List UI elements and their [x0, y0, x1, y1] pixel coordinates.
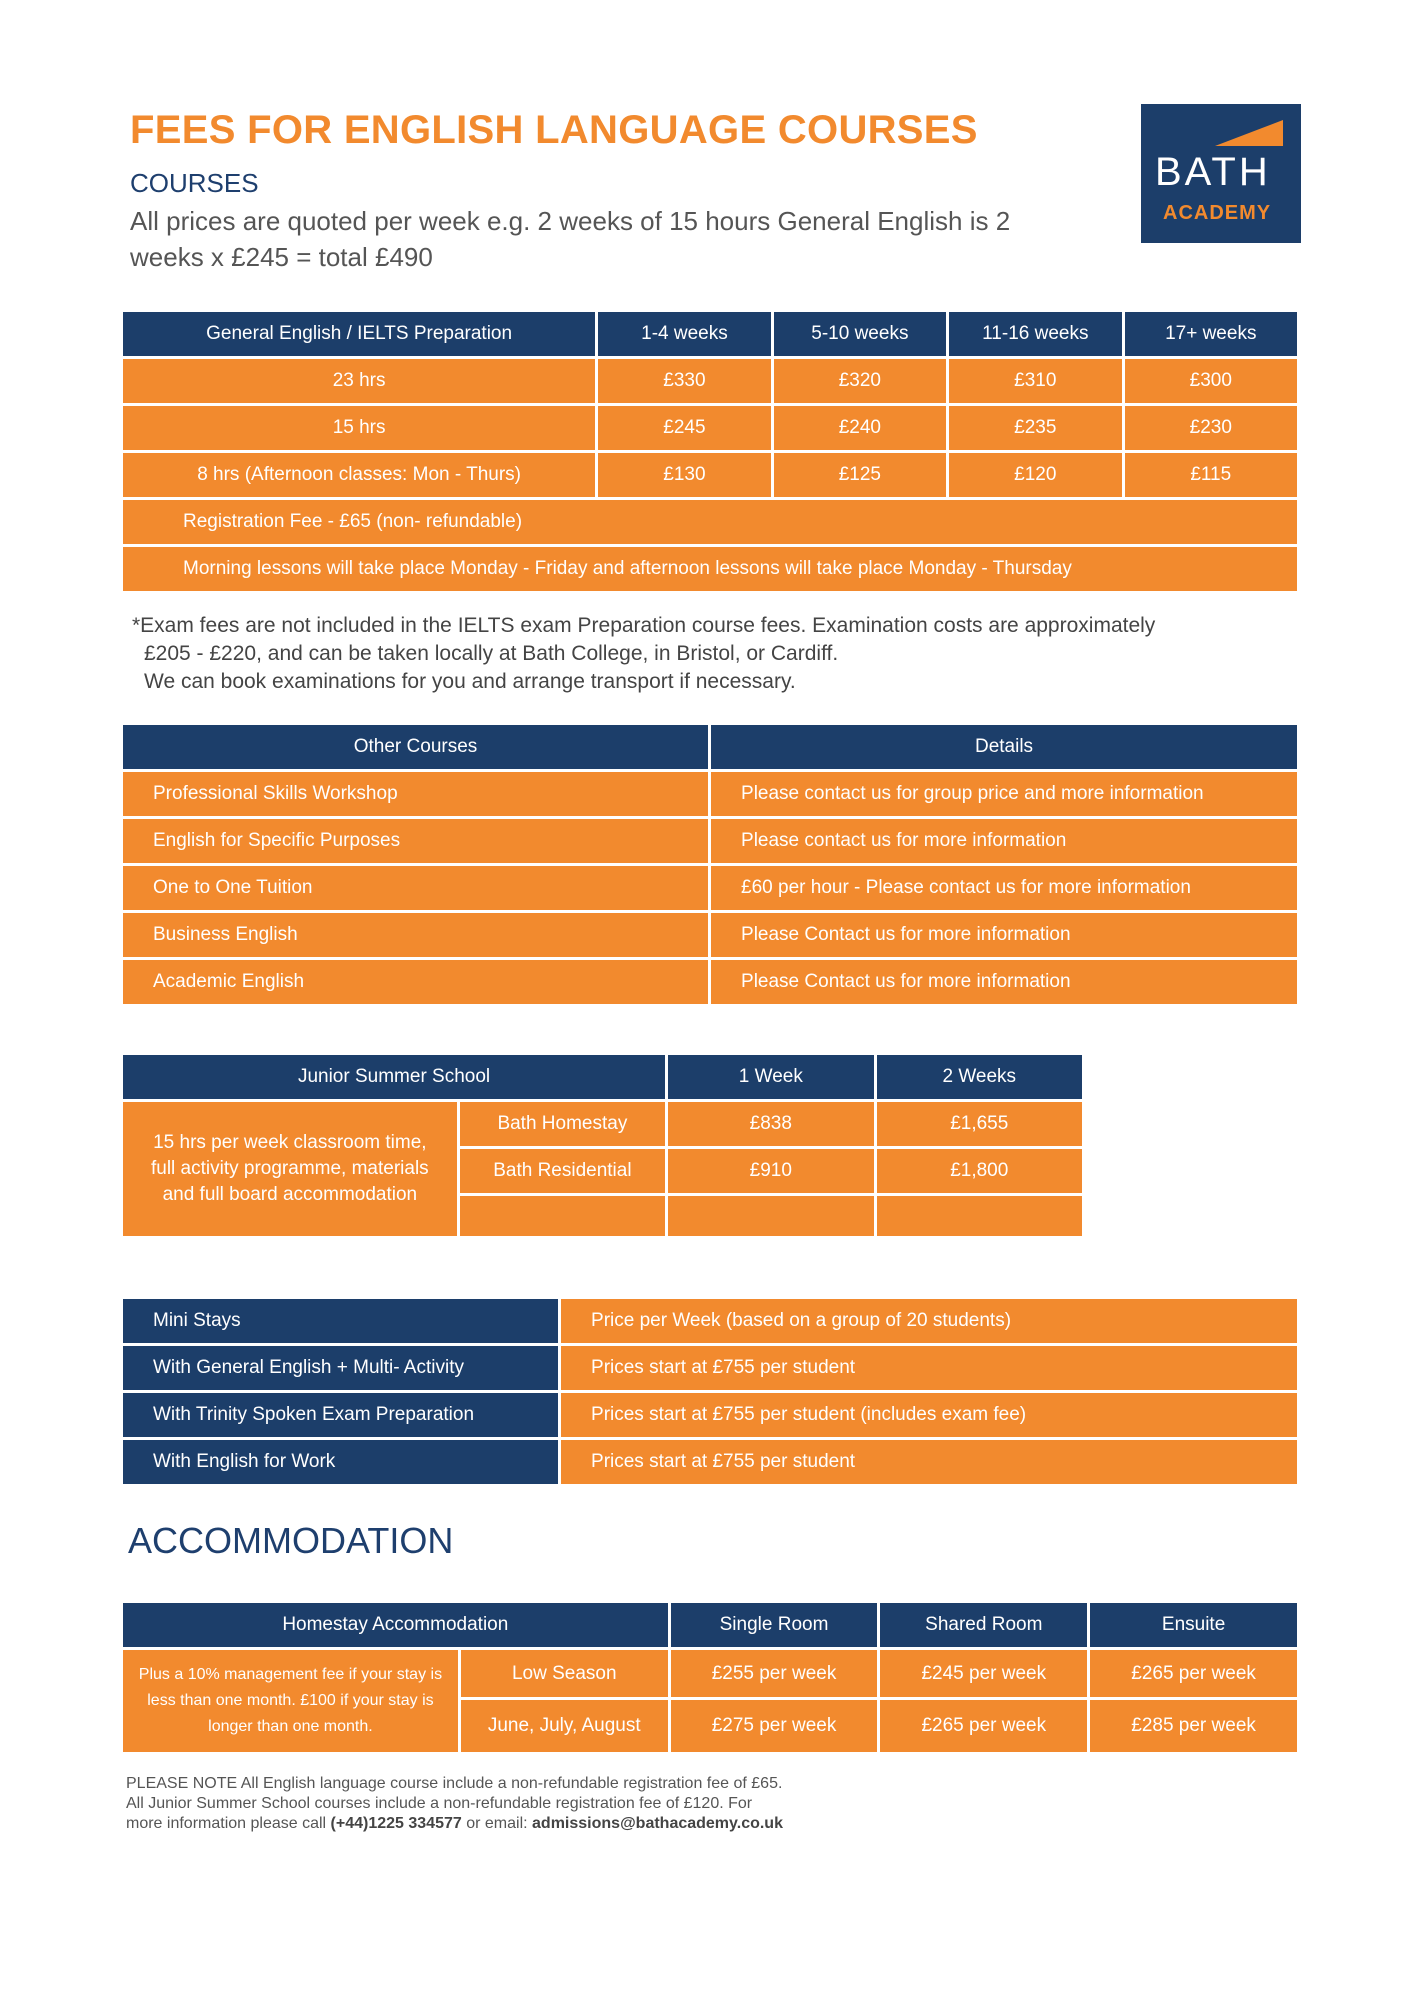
price-cell: £115 [1125, 453, 1297, 497]
table-row [123, 960, 1297, 1004]
table-row [123, 866, 1297, 910]
price-cell: £310 [949, 359, 1121, 403]
general-header-1-4-weeks: 1-4 weeks [598, 312, 770, 356]
footer-line: All Junior Summer School courses include a non-refundable registration fee of £120. For [126, 1795, 753, 1812]
intro-text: All prices are quoted per week e.g. 2 weeks of 15 hours General English is 2 weeks x £245 = total £490 [130, 206, 1011, 272]
accom-season: June, July, August [461, 1700, 668, 1752]
exam-note-line: We can book examinations for you and arrange transport if necessary. [144, 670, 796, 693]
general-header-17-weeks: 17+ weeks [1125, 312, 1297, 356]
logo-text-academy: ACADEMY [1163, 202, 1272, 224]
general-row-label: 15 hrs [123, 406, 595, 450]
mini-row-label: With Trinity Spoken Exam Preparation [123, 1393, 558, 1437]
schedule-text: Morning lessons will take place Monday - Friday and afternoon lessons will take place Monday - Thursday [123, 547, 1297, 591]
table-row [123, 406, 1297, 450]
price-cell: £265 per week [880, 1700, 1087, 1752]
junior-description: 15 hrs per week classroom time, full activity programme, materials and full board accommodation [123, 1102, 457, 1236]
accommodation-table [120, 1600, 1300, 1755]
table-row [123, 547, 1297, 591]
accom-description: Plus a 10% management fee if your stay is less than one month. £100 if your stay is longer than one month. [123, 1650, 458, 1752]
price-cell: £130 [598, 453, 770, 497]
bath-academy-logo [1141, 104, 1301, 243]
junior-header-2-weeks: 2 Weeks [877, 1055, 1082, 1099]
price-cell: £125 [774, 453, 946, 497]
price-cell: £320 [774, 359, 946, 403]
course-detail: Please Contact us for more information [711, 913, 1297, 957]
accommodation-title: ACCOMMODATION [128, 1520, 454, 1561]
table-row [123, 359, 1297, 403]
junior-header-1-week: 1 Week [668, 1055, 873, 1099]
table-row [123, 1299, 1297, 1343]
junior-option: Bath Residential [460, 1149, 665, 1193]
price-cell: £910 [668, 1149, 873, 1193]
table-row [123, 1346, 1297, 1390]
course-name: Business English [123, 913, 708, 957]
table-row [123, 1440, 1297, 1484]
table-row [123, 1650, 1297, 1697]
empty-cell [877, 1196, 1082, 1236]
mini-row-value: Prices start at £755 per student (includes exam fee) [561, 1393, 1297, 1437]
junior-header-title: Junior Summer School [123, 1055, 665, 1099]
accom-header-shared: Shared Room [880, 1603, 1087, 1647]
accom-header-ensuite: Ensuite [1090, 1603, 1297, 1647]
price-cell: £230 [1125, 406, 1297, 450]
course-detail: £60 per hour - Please contact us for more information [711, 866, 1297, 910]
section-subtitle-courses: COURSES [130, 168, 259, 198]
mini-row-value: Prices start at £755 per student [561, 1440, 1297, 1484]
logo-text-bath: BATH [1155, 150, 1271, 194]
price-cell: £275 per week [671, 1700, 878, 1752]
price-cell: £330 [598, 359, 770, 403]
empty-cell [460, 1196, 665, 1236]
course-name: One to One Tuition [123, 866, 708, 910]
empty-cell [668, 1196, 873, 1236]
table-row [123, 500, 1297, 544]
mini-header-label: Mini Stays [123, 1299, 558, 1343]
junior-option: Bath Homestay [460, 1102, 665, 1146]
general-header-5-10-weeks: 5-10 weeks [774, 312, 946, 356]
course-name: Professional Skills Workshop [123, 772, 708, 816]
course-detail: Please Contact us for more information [711, 960, 1297, 1004]
registration-fee-text: Registration Fee - £65 (non- refundable) [123, 500, 1297, 544]
junior-summer-school-table [120, 1052, 1085, 1239]
footer-text: more information please call [126, 1815, 331, 1832]
course-name: English for Specific Purposes [123, 819, 708, 863]
price-cell: £255 per week [671, 1650, 878, 1697]
footer-text: or email: [461, 1815, 533, 1832]
table-row [123, 453, 1297, 497]
exam-note-line: *Exam fees are not included in the IELTS exam Preparation course fees. Examination costs are approximately [132, 614, 1156, 637]
other-header-courses: Other Courses [123, 725, 708, 769]
accom-header-single: Single Room [671, 1603, 878, 1647]
other-courses-table [120, 722, 1300, 1007]
price-cell: £1,655 [877, 1102, 1082, 1146]
general-header-course: General English / IELTS Preparation [123, 312, 595, 356]
page-title: FEES FOR ENGLISH LANGUAGE COURSES [130, 108, 978, 152]
mini-stays-table [120, 1296, 1300, 1487]
footer-line [126, 1814, 946, 1834]
footer-note [126, 1774, 946, 1834]
price-cell: £838 [668, 1102, 873, 1146]
price-cell: £1,800 [877, 1149, 1082, 1193]
price-cell: £245 [598, 406, 770, 450]
accom-season: Low Season [461, 1650, 668, 1697]
table-row [123, 1102, 1082, 1146]
table-row [123, 1393, 1297, 1437]
accom-header-title: Homestay Accommodation [123, 1603, 668, 1647]
table-row [123, 819, 1297, 863]
mini-row-value: Prices start at £755 per student [561, 1346, 1297, 1390]
general-english-table [120, 309, 1300, 594]
mini-row-label: With General English + Multi- Activity [123, 1346, 558, 1390]
course-name: Academic English [123, 960, 708, 1004]
course-detail: Please contact us for group price and more information [711, 772, 1297, 816]
other-header-details: Details [711, 725, 1297, 769]
footer-line: PLEASE NOTE All English language course include a non-refundable registration fee of £65. [126, 1775, 783, 1792]
mini-row-label: With English for Work [123, 1440, 558, 1484]
phone-number[interactable]: (+44)1225 334577 [330, 1815, 462, 1832]
price-cell: £240 [774, 406, 946, 450]
general-row-label: 23 hrs [123, 359, 595, 403]
price-cell: £120 [949, 453, 1121, 497]
price-cell: £265 per week [1090, 1650, 1297, 1697]
exam-fees-note [132, 612, 1155, 696]
roof-icon [1211, 118, 1287, 148]
price-cell: £245 per week [880, 1650, 1087, 1697]
exam-note-line: £205 - £220, and can be taken locally at Bath College, in Bristol, or Cardiff. [144, 642, 839, 665]
table-row [123, 913, 1297, 957]
price-cell: £285 per week [1090, 1700, 1297, 1752]
price-cell: £300 [1125, 359, 1297, 403]
course-detail: Please contact us for more information [711, 819, 1297, 863]
email-link[interactable]: admissions@bathacademy.co.uk [532, 1815, 783, 1832]
general-row-label: 8 hrs (Afternoon classes: Mon - Thurs) [123, 453, 595, 497]
price-cell: £235 [949, 406, 1121, 450]
general-header-11-16-weeks: 11-16 weeks [949, 312, 1121, 356]
mini-header-value: Price per Week (based on a group of 20 students) [561, 1299, 1297, 1343]
table-row [123, 772, 1297, 816]
